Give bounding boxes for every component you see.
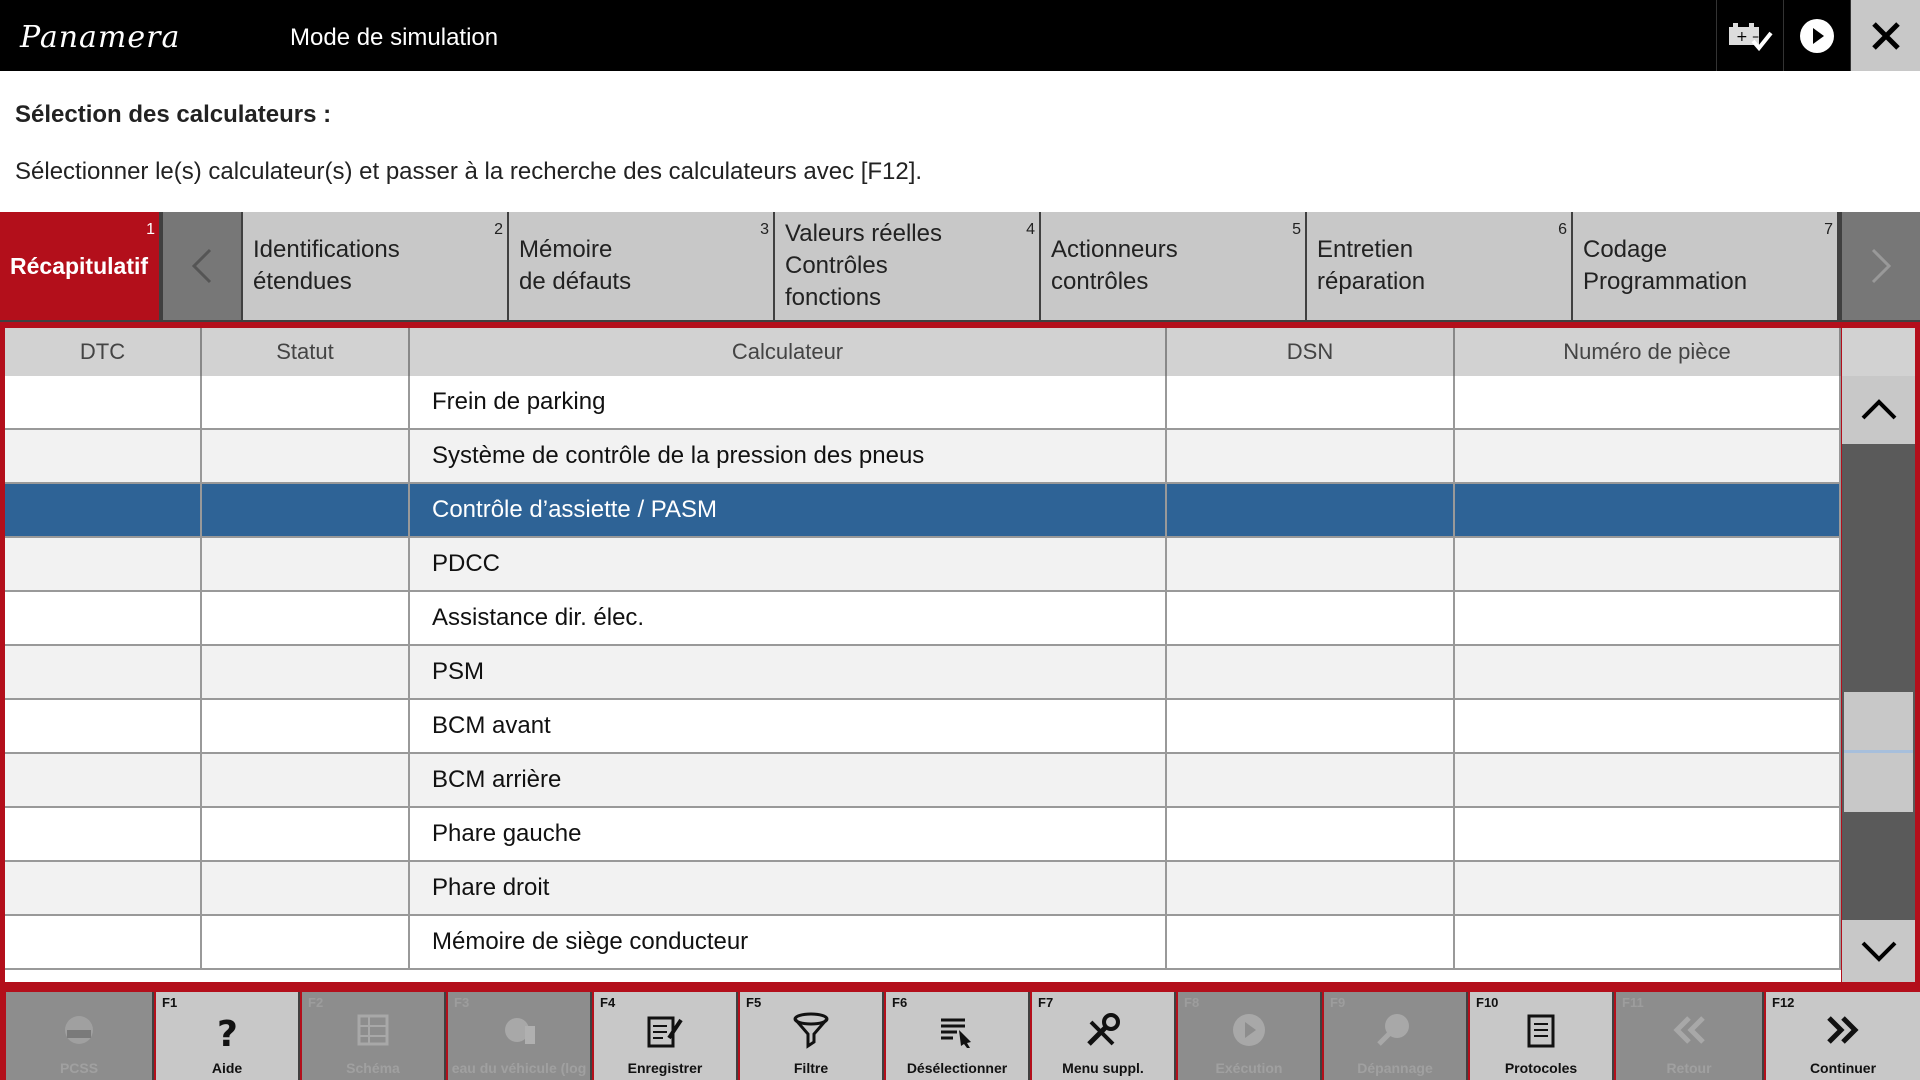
more-menu-button[interactable]: [1032, 992, 1176, 1080]
cell-dtc: [5, 646, 202, 698]
tools-icon: [1083, 1012, 1123, 1050]
tab-label: Entretien: [1317, 236, 1414, 263]
back-button[interactable]: [1616, 992, 1764, 1080]
help-icon: [209, 1012, 245, 1052]
tab-scroll-right-button[interactable]: [1842, 212, 1920, 320]
page-heading: Sélection des calculateurs :: [15, 101, 332, 128]
column-header-numero-piece[interactable]: Numéro de pièce: [1455, 328, 1841, 376]
tab-label: Valeurs réelles: [785, 220, 942, 247]
tab-number: 1: [146, 221, 155, 238]
tab-label: contrôles: [1051, 268, 1149, 295]
pcss-button[interactable]: [6, 992, 154, 1080]
deselect-button[interactable]: [886, 992, 1030, 1080]
tab-number: 4: [1026, 221, 1035, 238]
function-key-label: F5: [746, 995, 762, 1010]
tab-label: étendues: [253, 268, 352, 295]
schema-icon: [355, 1012, 391, 1048]
cell-dsn: [1167, 484, 1455, 536]
continue-button[interactable]: [1766, 992, 1920, 1080]
tab-number: 5: [1292, 221, 1301, 238]
cell-dtc: [5, 700, 202, 752]
tab-number: 7: [1824, 221, 1833, 238]
cell-dsn: [1167, 916, 1455, 968]
cell-numero-piece: [1455, 700, 1841, 752]
tab-entretien[interactable]: [1307, 212, 1573, 320]
cell-calculateur: PDCC: [410, 538, 1167, 590]
cell-statut: [202, 808, 410, 860]
tab-codage[interactable]: [1573, 212, 1839, 320]
function-key-label: F9: [1330, 995, 1346, 1010]
chevron-down-icon: [1859, 939, 1899, 963]
tab-label: réparation: [1317, 268, 1426, 295]
function-key-bar: [0, 988, 1920, 1080]
cell-statut: [202, 754, 410, 806]
protocols-button[interactable]: [1470, 992, 1614, 1080]
cell-calculateur: Frein de parking: [410, 376, 1167, 428]
tab-label: de défauts: [519, 268, 632, 295]
scrollbar-thumb[interactable]: [1844, 692, 1913, 812]
function-button-label: Protocoles: [1504, 1060, 1578, 1076]
chevron-left-icon: [190, 246, 214, 286]
close-button[interactable]: [1850, 0, 1920, 71]
cell-dsn: [1167, 592, 1455, 644]
cell-statut: [202, 538, 410, 590]
cell-dtc: [5, 916, 202, 968]
cell-dsn: [1167, 700, 1455, 752]
function-button-label: Continuer: [1809, 1060, 1877, 1076]
tab-valeurs-reelles[interactable]: [775, 212, 1041, 320]
vehicle-log-icon: [499, 1012, 539, 1048]
scrollbar-header-cap: [1842, 328, 1915, 376]
table-row-selected[interactable]: [5, 484, 1841, 538]
table-row[interactable]: [5, 538, 1841, 592]
function-key-label: F8: [1184, 995, 1200, 1010]
function-button-label: Exécution: [1215, 1060, 1283, 1076]
ecu-table: [5, 328, 1841, 982]
svg-text:?: ?: [217, 1014, 238, 1052]
function-button-label: Enregistrer: [627, 1060, 703, 1076]
cell-dtc: [5, 754, 202, 806]
tab-bar: [0, 212, 1920, 322]
cell-dsn: [1167, 808, 1455, 860]
battery-check-icon: [1727, 19, 1773, 53]
function-key-label: F10: [1476, 995, 1499, 1010]
play-button[interactable]: [1783, 0, 1850, 71]
cell-dsn: [1167, 646, 1455, 698]
cell-statut: [202, 376, 410, 428]
tab-label: fonctions: [785, 284, 882, 311]
function-key-label: F7: [1038, 995, 1054, 1010]
function-key-label: F12: [1772, 995, 1795, 1010]
cell-statut: [202, 646, 410, 698]
function-button-label: Menu suppl.: [1062, 1060, 1144, 1076]
tab-number: 2: [494, 221, 503, 238]
cell-numero-piece: [1455, 484, 1841, 536]
window-title: Mode de simulation: [290, 24, 499, 51]
cell-dsn: [1167, 430, 1455, 482]
troubleshoot-icon: [1375, 1012, 1415, 1048]
cell-dsn: [1167, 376, 1455, 428]
cell-statut: [202, 592, 410, 644]
tab-label: Codage: [1583, 236, 1668, 263]
tab-label: Actionneurs: [1051, 236, 1178, 263]
deselect-icon: [937, 1012, 977, 1048]
table-header: [5, 328, 1841, 376]
continue-icon: [1823, 1012, 1863, 1048]
instruction-text: Sélectionner le(s) calculateur(s) et passer à la recherche des calculateurs avec [F12].: [15, 158, 923, 185]
title-bar: [0, 0, 1920, 71]
close-icon: [1870, 20, 1902, 52]
function-key-label: F3: [454, 995, 470, 1010]
table-row[interactable]: [5, 592, 1841, 646]
cell-calculateur: Mémoire de siège conducteur: [410, 916, 1167, 968]
cell-dtc: [5, 862, 202, 914]
table-row[interactable]: [5, 754, 1841, 808]
cell-numero-piece: [1455, 646, 1841, 698]
tab-label: Contrôles: [785, 252, 888, 279]
scroll-up-button[interactable]: [1842, 376, 1915, 444]
filter-button[interactable]: [740, 992, 884, 1080]
cell-calculateur: BCM avant: [410, 700, 1167, 752]
schema-button[interactable]: [302, 992, 446, 1080]
play-icon: [1799, 18, 1835, 54]
function-key-label: F2: [308, 995, 324, 1010]
protocols-icon: [1525, 1012, 1557, 1050]
execute-icon: [1231, 1012, 1267, 1048]
table-row[interactable]: [5, 376, 1841, 430]
vertical-scrollbar[interactable]: [1842, 328, 1915, 982]
function-button-label: Filtre: [793, 1060, 829, 1076]
cell-calculateur: Système de contrôle de la pression des pneus: [410, 430, 1167, 482]
troubleshoot-button[interactable]: [1324, 992, 1468, 1080]
cell-calculateur: Contrôle d’assiette / PASM: [410, 484, 1167, 536]
function-button-label: eau du véhicule (log: [451, 1060, 587, 1076]
cell-dsn: [1167, 538, 1455, 590]
svg-text:+ –: + –: [1736, 28, 1760, 45]
car-connect-icon: [59, 1012, 99, 1048]
column-header-calculateur[interactable]: Calculateur: [410, 328, 1167, 376]
cell-calculateur: Assistance dir. élec.: [410, 592, 1167, 644]
cell-dtc: [5, 484, 202, 536]
cell-numero-piece: [1455, 916, 1841, 968]
function-button-label: Aide: [211, 1060, 243, 1076]
function-button-label: Schéma: [346, 1060, 400, 1076]
cell-dtc: [5, 430, 202, 482]
tab-scroll-left-button[interactable]: [163, 212, 241, 320]
tab-memoire-defauts[interactable]: [509, 212, 775, 320]
table-row[interactable]: [5, 862, 1841, 916]
cell-numero-piece: [1455, 754, 1841, 806]
column-header-dsn[interactable]: DSN: [1167, 328, 1455, 376]
function-button-label: Retour: [1666, 1060, 1712, 1076]
table-row[interactable]: [5, 700, 1841, 754]
column-header-dtc[interactable]: DTC: [5, 328, 202, 376]
save-icon: [645, 1012, 685, 1048]
cell-numero-piece: [1455, 592, 1841, 644]
function-key-label: F11: [1622, 995, 1644, 1010]
filter-icon: [791, 1012, 831, 1050]
cell-dtc: [5, 538, 202, 590]
cell-numero-piece: [1455, 430, 1841, 482]
save-button[interactable]: [594, 992, 738, 1080]
function-button-label: PCSS: [59, 1060, 99, 1076]
table-row[interactable]: [5, 808, 1841, 862]
cell-dtc: [5, 376, 202, 428]
cell-statut: [202, 862, 410, 914]
function-button-label: Désélectionner: [906, 1060, 1008, 1076]
tab-actionneurs[interactable]: [1041, 212, 1307, 320]
cell-statut: [202, 700, 410, 752]
cell-statut: [202, 916, 410, 968]
cell-calculateur: BCM arrière: [410, 754, 1167, 806]
function-key-label: F6: [892, 995, 908, 1010]
tab-label: Mémoire: [519, 236, 613, 263]
table-row[interactable]: [5, 646, 1841, 700]
table-row[interactable]: [5, 430, 1841, 484]
cell-calculateur: Phare gauche: [410, 808, 1167, 860]
tab-number: 3: [760, 221, 769, 238]
table-row[interactable]: [5, 916, 1841, 970]
cell-statut: [202, 484, 410, 536]
help-button[interactable]: [156, 992, 300, 1080]
function-key-label: F4: [600, 995, 616, 1010]
column-header-statut[interactable]: Statut: [202, 328, 410, 376]
function-button-label: Dépannage: [1357, 1060, 1433, 1076]
battery-check-button[interactable]: [1716, 0, 1783, 71]
tab-label: Identifications: [253, 236, 400, 263]
cell-numero-piece: [1455, 538, 1841, 590]
cell-dsn: [1167, 862, 1455, 914]
chevron-right-icon: [1869, 246, 1893, 286]
cell-numero-piece: [1455, 376, 1841, 428]
cell-dsn: [1167, 754, 1455, 806]
scroll-down-button[interactable]: [1842, 920, 1915, 982]
cell-numero-piece: [1455, 808, 1841, 860]
tab-label: Programmation: [1583, 268, 1748, 295]
cell-calculateur: PSM: [410, 646, 1167, 698]
tab-identifications[interactable]: [243, 212, 509, 320]
cell-statut: [202, 430, 410, 482]
cell-numero-piece: [1455, 862, 1841, 914]
chevron-up-icon: [1859, 398, 1899, 422]
cell-dtc: [5, 592, 202, 644]
function-key-label: F1: [162, 995, 178, 1010]
execute-button[interactable]: [1178, 992, 1322, 1080]
back-icon: [1669, 1012, 1709, 1048]
cell-calculateur: Phare droit: [410, 862, 1167, 914]
tab-recapitulatif[interactable]: [0, 212, 161, 320]
brand-logo: Panamera: [20, 20, 181, 55]
tab-label: Récapitulatif: [10, 253, 149, 279]
tab-number: 6: [1558, 221, 1567, 238]
cell-dtc: [5, 808, 202, 860]
ecu-table-frame: [0, 322, 1920, 988]
vehicle-log-button[interactable]: [448, 992, 592, 1080]
